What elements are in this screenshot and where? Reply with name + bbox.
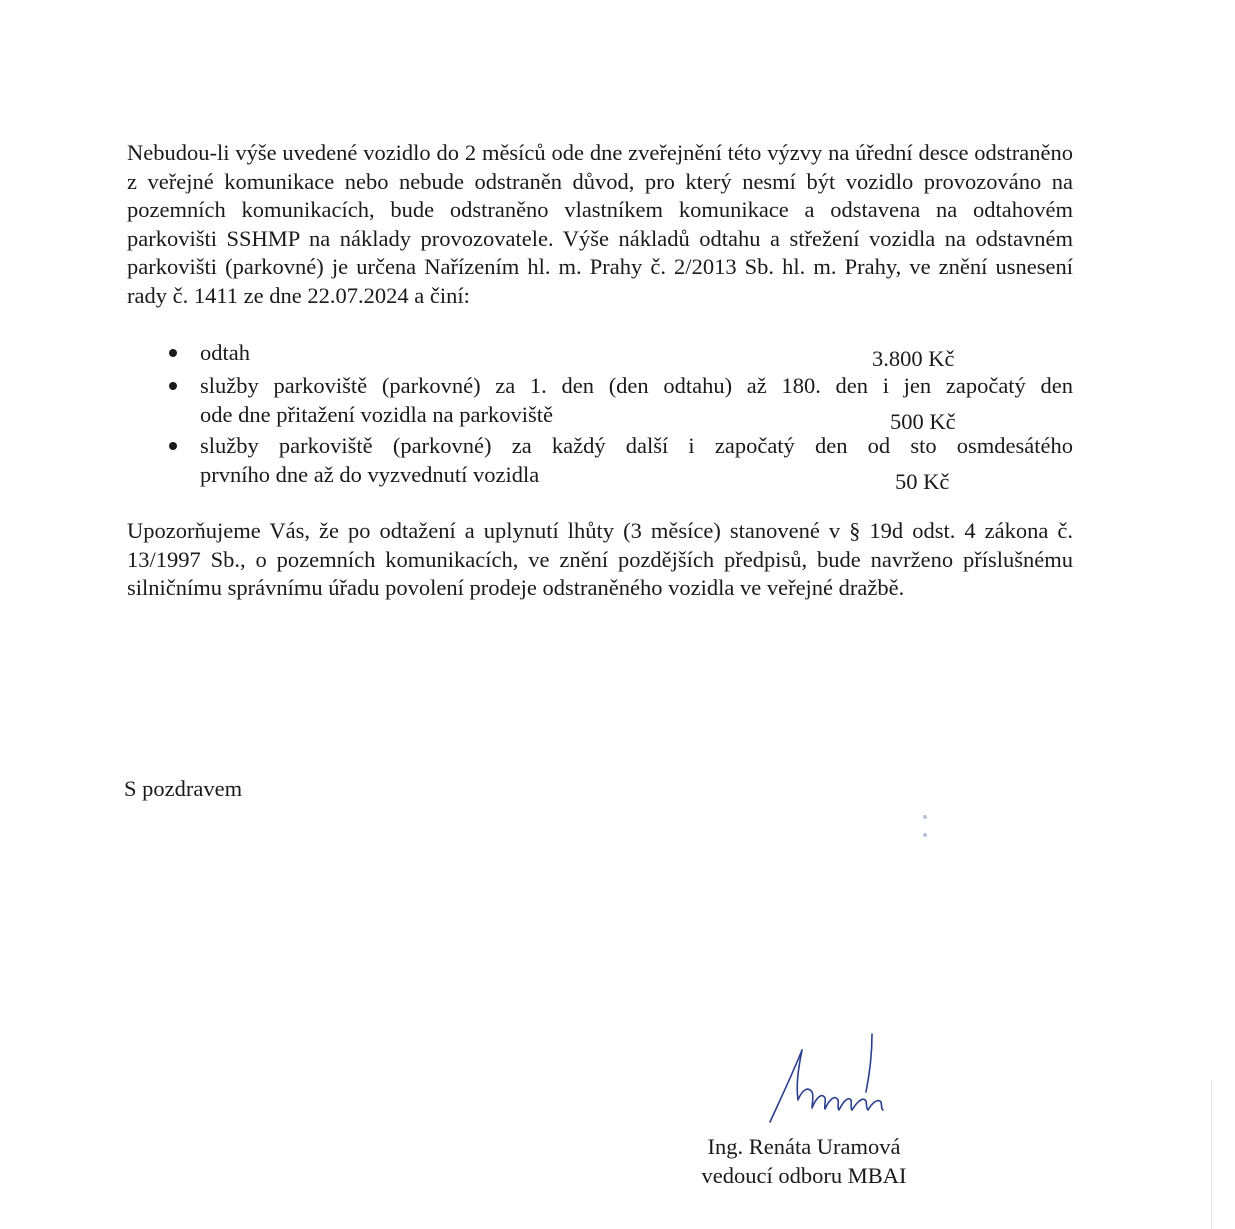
signer-title: vedoucí odboru MBAI [701,1163,907,1188]
notice-paragraph: Upozorňujeme Vás, že po odtažení a uplynutí lhůty (3 měsíce) stanovené v § 19d odst. 4 zákona č. 13/1997 Sb., o pozemních komunikacích, ve znění pozdějších předpisů, bude navrženo příslušnému silničnímu správnímu úřadu povolení prodeje odstraněného vozidla ve veřejné dražbě. [127,518,1073,600]
signer-name: Ing. Renáta Uramová [707,1134,901,1159]
fee-amount: 50 Kč [895,469,950,494]
fee-label-continued: prvního dne až do vyzvednutí vozidla [200,462,540,487]
fee-amount: 3.800 Kč [872,346,955,371]
fee-label: služby parkoviště (parkovné) za 1. den (den odtahu) až 180. den i jen započatý den [200,373,1073,398]
fee-item-parking-first-180-days [127,371,1073,434]
signer-block [690,1132,918,1190]
fee-item-towing [127,338,1073,369]
fee-label: odtah [200,340,250,365]
fee-label-continued: ode dne přitažení vozidla na parkoviště [200,402,553,427]
fee-list [127,338,1073,494]
fee-item-parking-after-180-days [127,431,1073,494]
fee-label: služby parkoviště (parkovné) za každý další i započatý den od sto osmdesátého [200,433,1073,458]
bullet-icon [169,442,177,450]
scan-marks [923,815,927,851]
scan-dot [923,815,927,819]
scan-edge-line [1211,1080,1212,1229]
bullet-icon [169,349,177,357]
fee-amount: 500 Kč [890,409,956,434]
handwritten-signature [762,1030,902,1130]
intro-paragraph: Nebudou-li výše uvedené vozidlo do 2 měsíců ode dne zveřejnění této výzvy na úřední desce odstraněno z veřejné komunikace nebo nebude odstraněn důvod, pro který nesmí být vozidlo provozováno na pozemních komunikacích, bude odstraněno vlastníkem komunikace a odstavena na odtahovém parkovišti SSHMP na náklady provozovatele. Výše nákladů odtahu a střežení vozidla na odstavném parkovišti (parkovné) je určena Nařízením hl. m. Prahy č. 2/2013 Sb. hl. m. Prahy, ve znění usnesení rady č. 1411 ze dne 22.07.2024 a činí: [127,140,1073,308]
scan-dot [923,833,927,837]
bullet-icon [169,382,177,390]
greeting: S pozdravem [124,776,243,801]
